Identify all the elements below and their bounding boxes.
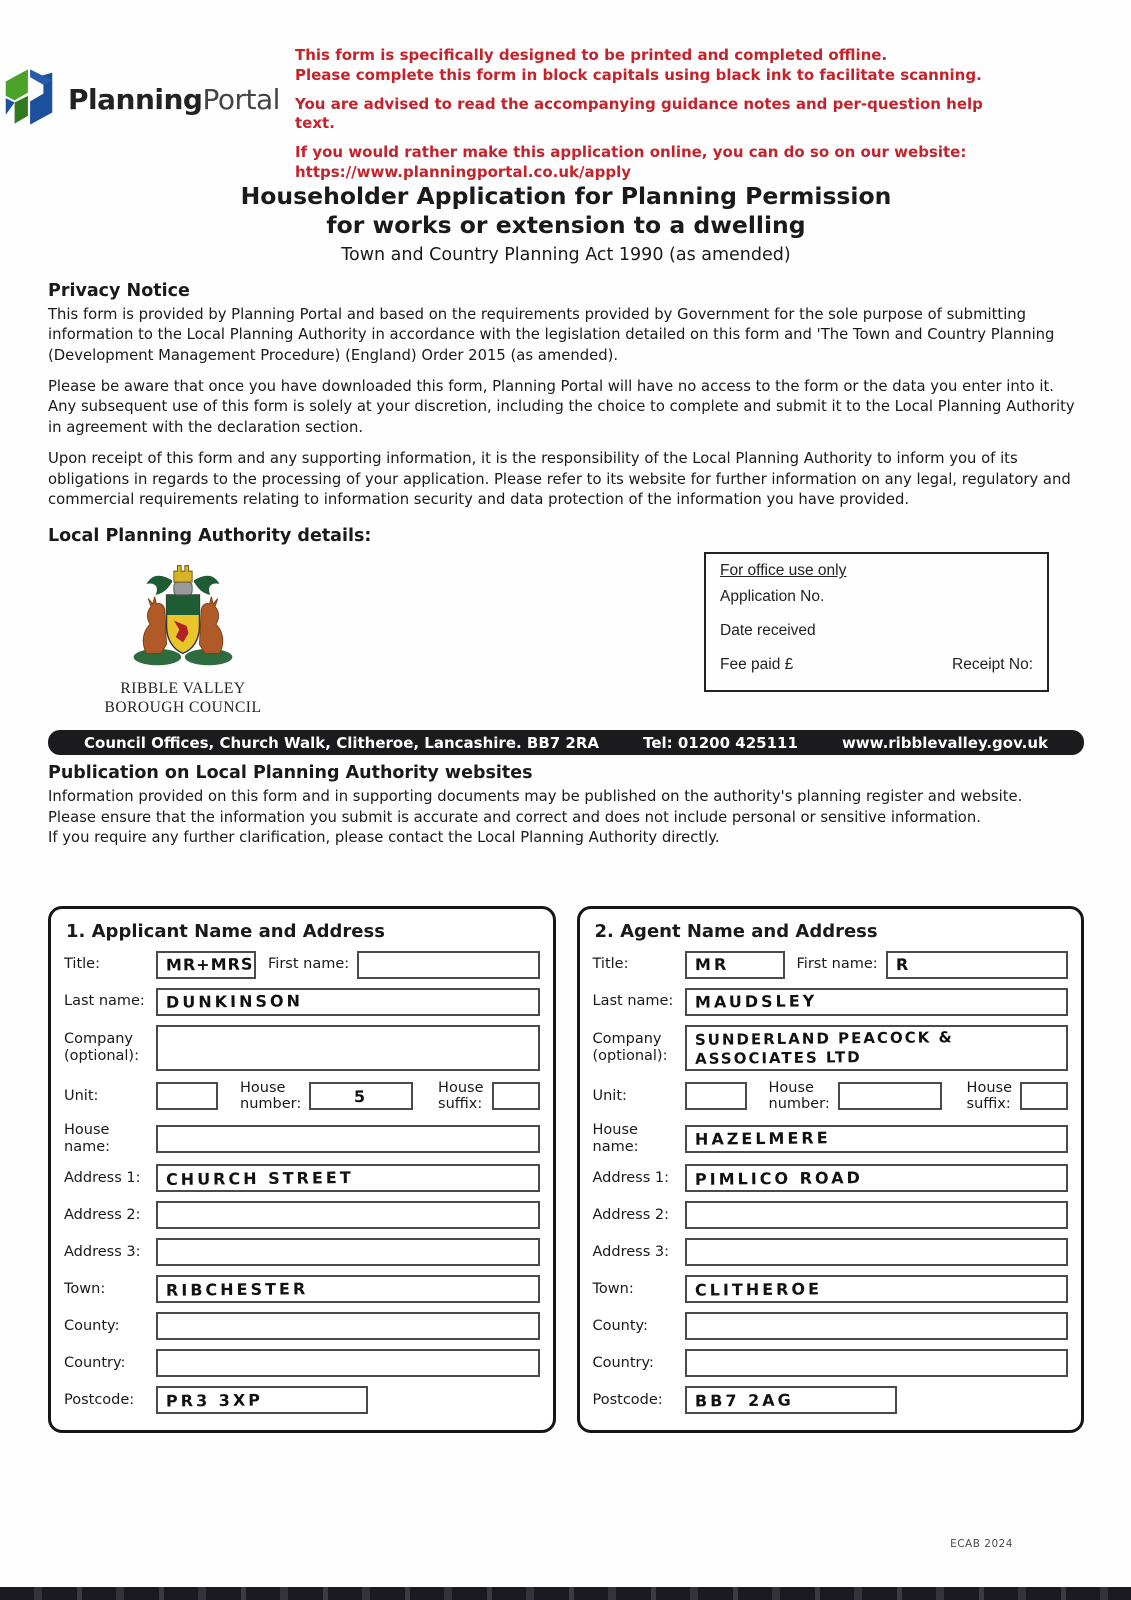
agent-house-suffix-field[interactable]	[1020, 1082, 1068, 1110]
agent-house-name-field[interactable]: HAZELMERE	[685, 1125, 1069, 1153]
office-use-only-box	[704, 552, 1049, 692]
address2-label: Address 2:	[64, 1206, 141, 1223]
address1-label: Address 1:	[592, 1169, 669, 1186]
publication-line: Information provided on this form and in supporting documents may be published on the authority's planning register and website.	[48, 788, 1023, 806]
title-label: Title:	[64, 956, 100, 973]
receipt-no-label: Receipt No:	[952, 656, 1033, 674]
house-name-label: House name:	[592, 1121, 639, 1155]
publication-heading: Publication on Local Planning Authority websites	[48, 763, 533, 784]
agent-postcode-field[interactable]: BB7 2AG	[685, 1386, 897, 1414]
unit-label: Unit:	[592, 1087, 627, 1104]
agent-address1-field[interactable]: PIMLICO ROAD	[685, 1164, 1069, 1192]
council-telephone: Tel: 01200 425111	[643, 733, 798, 752]
agent-county-field[interactable]	[685, 1312, 1069, 1340]
applicant-country-field[interactable]	[156, 1349, 540, 1377]
last-name-label: Last name:	[592, 993, 674, 1010]
country-label: Country:	[64, 1354, 126, 1371]
agent-section	[577, 906, 1085, 1434]
applicant-section-heading: 1. Applicant Name and Address	[66, 920, 385, 942]
applicant-address3-field[interactable]	[156, 1238, 540, 1266]
apply-online-url: https://www.planningportal.co.uk/apply	[295, 162, 631, 181]
company-label: Company (optional):	[64, 1030, 139, 1064]
applicant-postcode-field[interactable]: PR3 3XP	[156, 1386, 368, 1414]
applicant-title-field[interactable]: MR+MRS	[156, 951, 256, 979]
publication-line: If you require any further clarification, please contact the Local Planning Authority directly.	[48, 829, 720, 847]
agent-country-field[interactable]	[685, 1349, 1069, 1377]
privacy-paragraph: Upon receipt of this form and any supporting information, it is the responsibility of the Local Planning Authority to inform you of its obligations in regards to the processing of your application. Please refer to its website for further information on any legal, regulatory and commercial requirements relating to information security and data protection of the information you have provided.	[48, 450, 1071, 508]
first-name-label: First name:	[796, 956, 878, 973]
lpa-details-heading: Local Planning Authority details:	[48, 526, 372, 547]
application-no-label: Application No.	[720, 588, 825, 606]
applicant-address2-field[interactable]	[156, 1201, 540, 1229]
first-name-label: First name:	[268, 956, 350, 973]
agent-company-field[interactable]: SUNDERLAND PEACOCK & ASSOCIATES LTD	[685, 1025, 1069, 1071]
agent-house-number-field[interactable]	[838, 1082, 942, 1110]
agent-unit-field[interactable]	[685, 1082, 747, 1110]
applicant-first-name-field[interactable]	[357, 951, 539, 979]
house-number-label: House number:	[768, 1079, 830, 1113]
applicant-county-field[interactable]	[156, 1312, 540, 1340]
notice-line: Please complete this form in block capitals using black ink to facilitate scanning.	[295, 65, 982, 84]
council-address-bar	[48, 730, 1084, 755]
applicant-town-field[interactable]: RIBCHESTER	[156, 1275, 540, 1303]
country-label: Country:	[592, 1354, 654, 1371]
applicant-company-field[interactable]	[156, 1025, 540, 1071]
last-name-label: Last name:	[64, 993, 145, 1010]
town-label: Town:	[592, 1280, 634, 1297]
fee-paid-label: Fee paid £	[720, 656, 794, 674]
town-label: Town:	[64, 1280, 106, 1297]
office-use-title: For office use only	[720, 562, 847, 580]
council-crest-icon	[119, 661, 247, 680]
date-received-label: Date received	[720, 622, 816, 640]
privacy-paragraph: Please be aware that once you have downloaded this form, Planning Portal will have no access to the form or the data you enter into it. Any subsequent use of this form is solely at your discretion, including the choice to complete and submit it to the Local Planning Authority in agreement with the declaration section.	[48, 377, 1075, 436]
unit-label: Unit:	[64, 1087, 99, 1104]
agent-town-field[interactable]: CLITHEROE	[685, 1275, 1069, 1303]
house-name-label: House name:	[64, 1121, 111, 1155]
applicant-last-name-field[interactable]: DUNKINSON	[156, 988, 540, 1016]
county-label: County:	[64, 1317, 120, 1334]
company-label: Company (optional):	[592, 1030, 668, 1064]
address3-label: Address 3:	[592, 1243, 669, 1260]
postcode-label: Postcode:	[592, 1391, 663, 1408]
notice-line: This form is specifically designed to be printed and completed offline.	[295, 46, 888, 64]
notice-line: If you would rather make this application online, you can do so on our website:	[295, 143, 967, 162]
agent-address3-field[interactable]	[685, 1238, 1069, 1266]
applicant-section	[48, 906, 556, 1434]
postcode-label: Postcode:	[64, 1391, 135, 1408]
form-subtitle: Town and Country Planning Act 1990 (as amended)	[341, 244, 791, 265]
notice-line: You are advised to read the accompanying guidance notes and per-question help text.	[295, 94, 983, 133]
house-suffix-label: House suffix:	[966, 1079, 1012, 1113]
form-title: Householder Application for Planning Permission for works or extension to a dwelling	[240, 182, 892, 240]
address2-label: Address 2:	[592, 1206, 669, 1223]
county-label: County:	[592, 1317, 648, 1334]
council-name: RIBBLE VALLEY BOROUGH COUNCIL	[104, 680, 262, 716]
council-website: www.ribblevalley.gov.uk	[841, 733, 1048, 752]
agent-title-field[interactable]: MR	[685, 951, 785, 979]
address3-label: Address 3:	[64, 1243, 141, 1260]
council-address: Council Offices, Church Walk, Clitheroe, Lancashire. BB7 2RA	[84, 733, 600, 752]
address1-label: Address 1:	[64, 1169, 141, 1186]
applicant-address1-field[interactable]: CHURCH STREET	[156, 1164, 540, 1192]
agent-section-heading: 2. Agent Name and Address	[594, 920, 878, 942]
applicant-house-name-field[interactable]	[156, 1125, 540, 1153]
publication-line: Please ensure that the information you submit is accurate and correct and does not include personal or sensitive information.	[48, 808, 981, 826]
next-page-edge	[0, 1587, 1131, 1600]
house-suffix-label: House suffix:	[438, 1079, 484, 1113]
privacy-notice-heading: Privacy Notice	[48, 280, 190, 301]
agent-first-name-field[interactable]: R	[886, 951, 1068, 979]
form-version-code: ECAB 2024	[950, 1538, 1013, 1550]
title-label: Title:	[592, 956, 629, 973]
agent-last-name-field[interactable]: MAUDSLEY	[685, 988, 1069, 1016]
privacy-paragraph: This form is provided by Planning Portal and based on the requirements provided by Government for the sole purpose of submitting information to the Local Planning Authority in accordance with the legislation detailed on this form and 'The Town and Country Planning (Development Management Procedure) (England) Order 2015 (as amended).	[48, 305, 1055, 364]
applicant-house-number-field[interactable]: 5	[309, 1082, 413, 1110]
house-number-label: House number:	[240, 1079, 302, 1113]
planning-portal-wordmark: PlanningPortal	[68, 82, 280, 116]
applicant-unit-field[interactable]	[156, 1082, 218, 1110]
agent-address2-field[interactable]	[685, 1201, 1069, 1229]
applicant-house-suffix-field[interactable]	[492, 1082, 540, 1110]
